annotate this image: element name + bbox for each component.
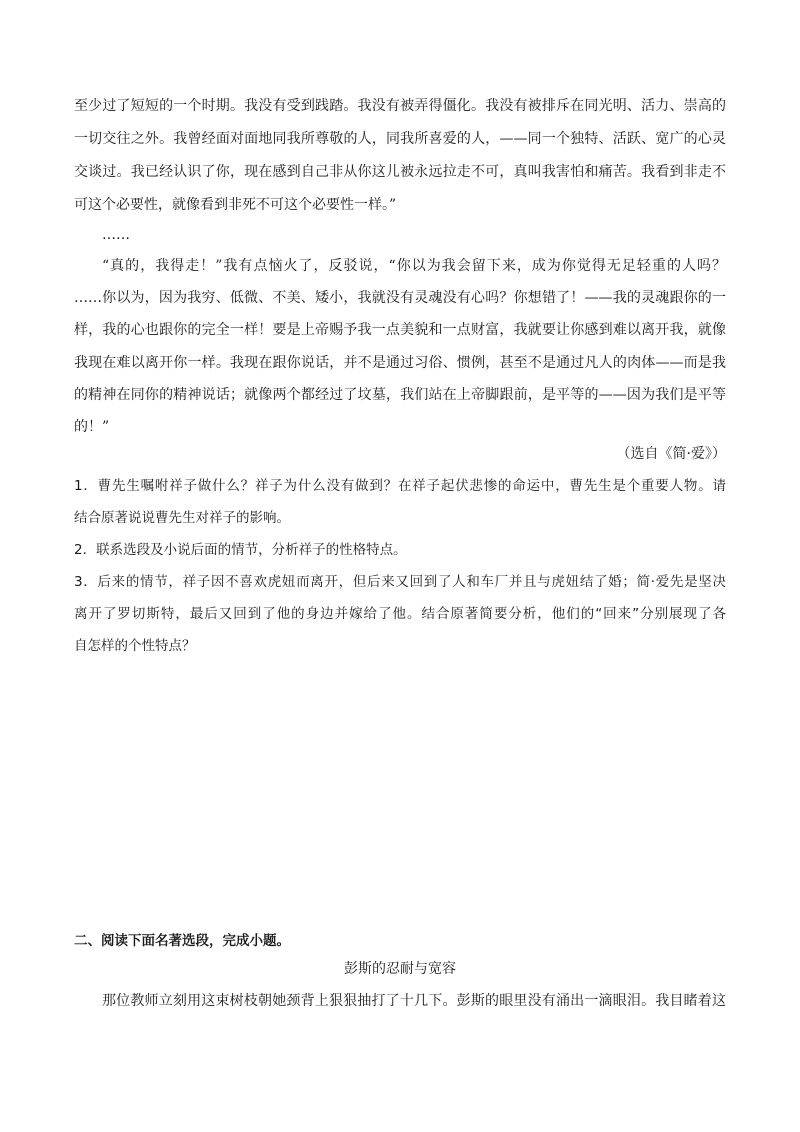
section-heading: 二、阅读下面名著选段，完成小题。 (74, 933, 290, 949)
excerpt-source: （选自《简·爱》） (616, 446, 726, 462)
excerpt-line: ……你以为，因为我穷、低微、不美、矮小，我就没有灵魂没有心吗？你想错了！——我的灵魂跟你的一 (74, 290, 726, 306)
ellipsis-line: …… (102, 227, 130, 243)
question-1-line: 结合原著说说曹先生对祥子的影响。 (74, 510, 290, 526)
question-3-line: 3．后来的情节，祥子因不喜欢虎妞而离开，但后来又回到了人和车厂并且与虎妞结了婚；简·爱先是坚决 (74, 574, 726, 590)
question-3-line: 自怎样的个性特点？ (74, 638, 196, 654)
excerpt-line: 交谈过。我已经认识了你，现在感到自己非从你这儿被永远拉走不可，真叫我害怕和痛苦。我看到非走不 (74, 164, 726, 180)
question-2: 2．联系选段及小说后面的情节，分析祥子的性格特点。 (74, 542, 407, 558)
question-1-line: 1．曹先生嘱咐祥子做什么？祥子为什么没有做到？在祥子起伏悲惨的命运中，曹先生是个重要人物。请 (74, 478, 726, 494)
excerpt-line: 可这个必要性，就像看到非死不可这个必要性一样。” (74, 197, 397, 213)
excerpt-line: “真的，我得走！”我有点恼火了，反驳说，“你以为我会留下来，成为你觉得无足轻重的人吗？ (102, 258, 726, 274)
excerpt-line: 的精神在同你的精神说话；就像两个都经过了坟墓，我们站在上帝脚跟前，是平等的——因为我们是平等 (74, 387, 726, 403)
passage-line: 那位教师立刻用这束树枝朝她颈背上狠狠抽打了十几下。彭斯的眼里没有涌出一滴眼泪。我目睹着这 (102, 993, 726, 1009)
excerpt-line: 样，我的心也跟你的完全一样！要是上帝赐予我一点美貌和一点财富，我就要让你感到难以离开我，就像 (74, 322, 726, 338)
excerpt-line: 我现在难以离开你一样。我现在跟你说话，并不是通过习俗、惯例，甚至不是通过凡人的肉体——而是我 (74, 355, 726, 371)
excerpt-line: 至少过了短短的一个时期。我没有受到践踏。我没有被弄得僵化。我没有被排斥在同光明、活力、崇高的 (74, 98, 726, 114)
passage-title: 彭斯的忍耐与宽容 (344, 961, 456, 977)
excerpt-line: 的！” (74, 419, 110, 435)
question-3-line: 离开了罗切斯特，最后又回到了他的身边并嫁给了他。结合原著简要分析，他们的“回来”分别展现了各 (74, 606, 726, 622)
excerpt-line: 一切交往之外。我曾经面对面地同我所尊敬的人，同我所喜爱的人，——同一个独特、活跃、宽广的心灵 (74, 131, 726, 147)
